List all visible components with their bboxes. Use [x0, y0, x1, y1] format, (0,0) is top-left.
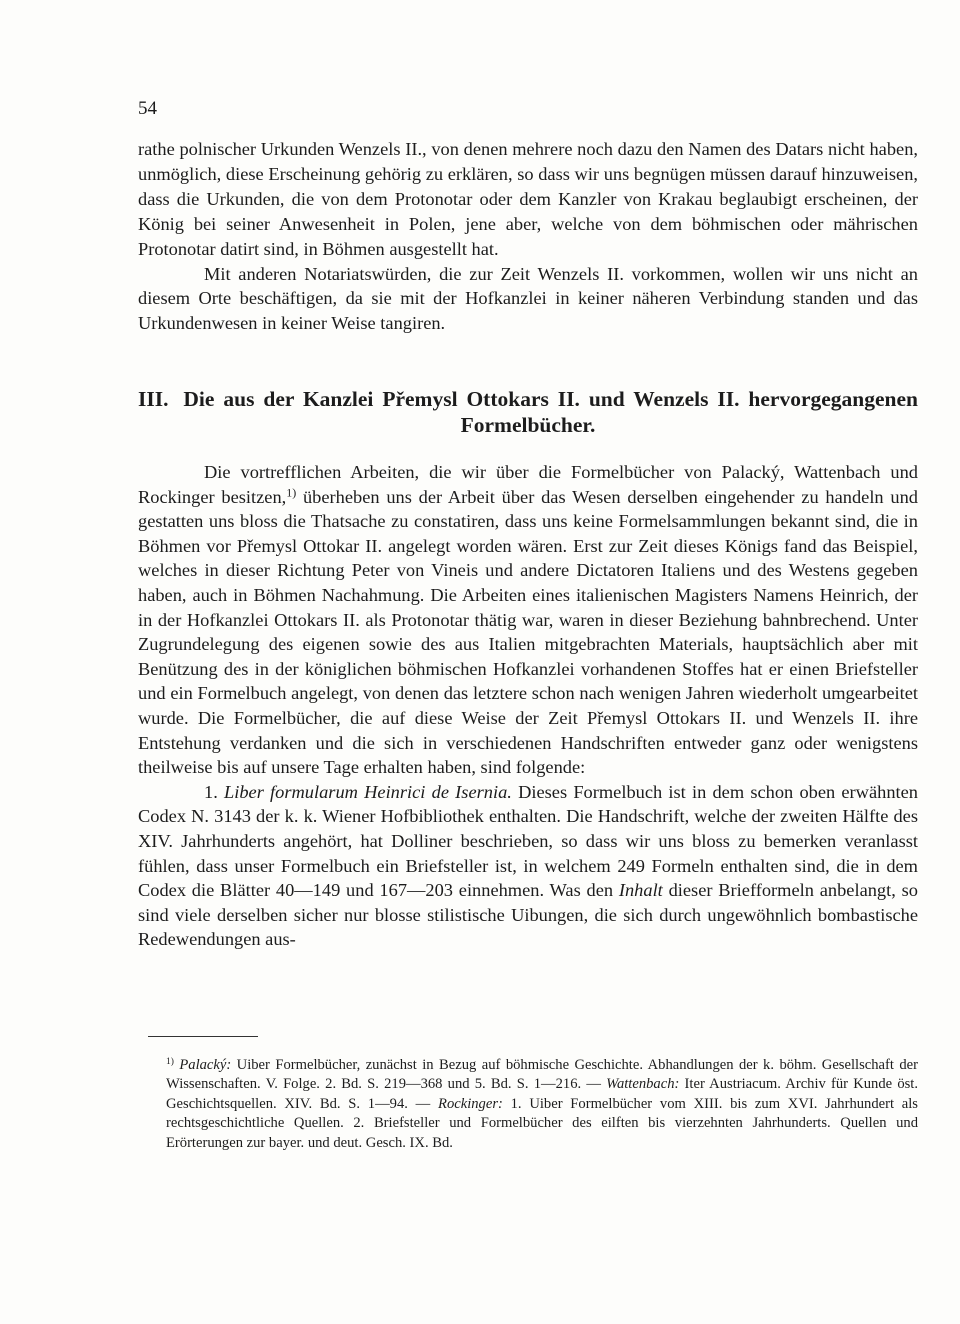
item-title: Liber formularum Heinrici de Isernia. [224, 781, 512, 802]
footnote-text-2: Iter Austriacum. Archiv für Kunde öst. Geschichtsquellen. XIV. Bd. S. 1—94. — [166, 1076, 919, 1112]
paragraph-notariatswuerden: Mit anderen Notariatswürden, die zur Zeit Wenzels II. vorkommen, wollen wir uns nicht an diesem Orte beschäftigen, da sie mit der Hofkanzlei in keiner näheren Verbindung standen und das Urkundenwesen in keiner Weise tangiren. [138, 263, 918, 334]
item-number: 1. [204, 781, 218, 802]
item-text-b: dieser Briefformeln anbelangt, so sind viele derselben sicher nur blosse stilistische Uibungen, die sich durch ungewöhnlich bombastische Redewendungen aus- [138, 880, 918, 950]
intro-text-before-note: Die vortrefflichen Arbeiten, die wir über die Formelbücher von Palacký, Wattenbach und Rockinger besitzen, [138, 462, 918, 507]
footnote-author-rockinger: Rockinger: [438, 1095, 503, 1112]
body-text-top [138, 137, 918, 336]
section-heading [138, 386, 918, 438]
item-inhalt: Inhalt [618, 880, 663, 901]
body-text-section [138, 460, 918, 952]
section-number: III. [138, 387, 169, 411]
paragraph-item-1 [138, 780, 918, 952]
section-title: Die aus der Kanzlei Přemysl Ottokars II. und Wenzels II. hervorgegangenen Formelbücher. [183, 387, 918, 437]
footnote [166, 1056, 918, 1153]
footnote-separator [148, 1036, 258, 1037]
paragraph-intro [138, 460, 918, 780]
footnote-mark: 1) [166, 1056, 174, 1067]
footnote-reference: 1) [286, 485, 297, 500]
footnote-text-1: Uiber Formelbücher, zunächst in Bezug auf böhmische Geschichte. Abhandlungen der k. böhm. Gesellschaft der Wissenschaften. V. Folge. 2. Bd. S. 219—368 und 5. Bd. S. 1—216. — [166, 1057, 918, 1093]
footnote-text-3: 1. Uiber Formelbücher vom XIII. bis zum XVI. Jahrhundert als rechtsgeschichtliche Quellen. 2. Briefsteller und Formelbücher des eilften bis vierzehnten Jahrhunderts. Quellen und Erörterungen zur bayer. und deut. Gesch. IX. Bd. [166, 1095, 918, 1151]
page-number: 54 [138, 98, 157, 119]
footnote-author-palacky: Palacký: [179, 1057, 232, 1073]
footnote-paragraph [166, 1056, 918, 1153]
paragraph-continuation: rathe polnischer Urkunden Wenzels II., von denen mehrere noch dazu den Namen des Datars nicht haben, unmöglich, diese Erscheinung gehörig zu erklären, so dass wir uns begnügen müssen darauf hinzuweisen, dass die Urkunden, die von dem Protonotar oder dem Kanzler von Krakau beglaubigt erscheinen, der König bei seiner Anwesenheit in Polen, jene aber, welche von dem böhmischen oder mährischen Protonotar datirt sind, in Böhmen ausgestellt hat. [138, 139, 918, 259]
intro-text-after-note: überheben uns der Arbeit über das Wesen derselben eingehender zu handeln und gestatten uns bloss die Thatsache zu constatiren, dass uns keine Formelsammlungen bekannt sind, die in Böhmen vor Přemysl Ottokar II. angelegt worden wären. Erst zur Zeit dieses Königs fand das Beispiel, welches in dieser Richtung Peter von Vineis und andere Dictatoren Italiens und des Westens gegeben haben, auch in Böhmen Nachahmung. Die Arbeiten eines italienischen Magisters Namens Heinrich, der in der Hofkanzlei Ottokars II. als Protonotar thätig war, waren in dieser Beziehung bahnbrechend. Unter Zugrundelegung des eigenen sowie des aus Italien mitgebrachten Materials, hauptsächlich aber mit Benützung des in der königlichen böhmischen Hofkanzlei vorhandenen Stoffes hat er einen Briefsteller und ein Formelbuch angelegt, von denen das letztere schon nach wenigen Jahren wiederholt umgearbeitet wurde. Die Formelbücher, die auf diese Weise der Zeit Přemysl Ottokars II. und Wenzels II. ihre Entstehung verdanken und die sich in verschiedenen Handschriften entweder ganz oder wenigstens theilweise bis auf unsere Tage erhalten haben, sind folgende: [138, 486, 918, 778]
footnote-author-wattenbach: Wattenbach: [606, 1076, 680, 1093]
item-text-a: Dieses Formelbuch ist in dem schon oben erwähnten Codex N. 3143 der k. k. Wiener Hofbibliothek enthalten. Die Handschrift, welche der zweiten Hälfte des XIV. Jahrhunderts angehört, hat Dolliner beschrieben, so dass wir uns bloss zu bemerken veranlasst fühlen, dass unser Formelbuch ein Briefsteller ist, in welchem 249 Formeln enthalten sind, die in dem Codex die Blätter 40—149 und 167—203 einnehmen. Was den [138, 781, 918, 901]
